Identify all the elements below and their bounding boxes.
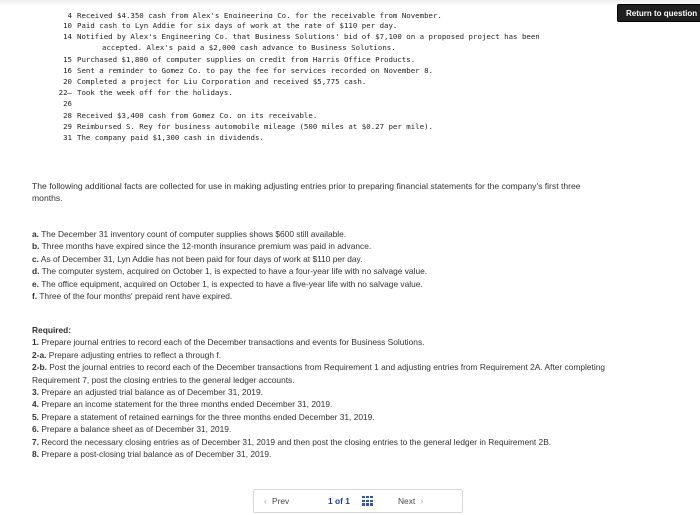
transaction-text: Completed a project for Liu Corporation and received $5,775 cash. (77, 77, 367, 87)
transaction-date: 26 (63, 99, 72, 109)
transaction-date (52, 42, 77, 53)
fact-letter: a. (32, 229, 39, 239)
intro-paragraph: The following additional facts are collected for use in making adjusting entries prior to preparing financial statements for the company's first three months. (32, 181, 581, 204)
required-item (32, 411, 647, 423)
transaction-row (52, 10, 632, 18)
next-label: Next (398, 496, 416, 506)
transaction-text: Paid cash to Lyn Addie for six days of work at the rate of $110 per day. (77, 21, 398, 30)
transaction-row (52, 31, 632, 42)
required-number: 4. (32, 399, 39, 410)
transaction-date: 29 (63, 121, 72, 131)
required-number: 7. (32, 436, 39, 447)
required-text: Post the journal entries to record each of the December transactions from Requirement 1 and adjusting entries from Requirement 2A. After completing Requirement 7, post the closing entries to the general ledger accounts. (32, 362, 606, 385)
transaction-row (52, 110, 632, 121)
transaction-date: 28 (63, 110, 72, 120)
required-title: Required: (32, 325, 72, 335)
fact-letter: c. (32, 253, 39, 264)
transaction-date: 31 (63, 133, 72, 143)
required-number: 2-a. (32, 349, 47, 360)
adjusting-facts-list (32, 228, 632, 302)
fact-text: Three months have expired since the 12-month insurance premium was paid in advance. (41, 241, 372, 252)
transaction-text: Purchased $1,800 of computer supplies on credit from Harris Office Products. (77, 54, 416, 64)
fact-letter: e. (32, 278, 39, 289)
transaction-row (52, 65, 632, 76)
transaction-text (77, 98, 632, 109)
transaction-date: 20 (63, 77, 72, 87)
transaction-row (52, 20, 632, 31)
required-text: Prepare a post-closing trial balance as of December 31, 2019. (41, 449, 272, 460)
transaction-text: accepted. Alex's paid a $2,000 cash advance to Business Solutions. (102, 43, 396, 53)
required-item (32, 336, 647, 348)
required-text: Prepare an income statement for the three months ended December 31, 2019. (41, 399, 333, 410)
transaction-row (52, 42, 632, 53)
transaction-text: Took the week off for the holidays. (77, 88, 233, 98)
required-number: 8. (32, 449, 39, 460)
page-of: of (335, 496, 343, 506)
fact-text: The December 31 inventory count of computer supplies shows $600 still available. (41, 229, 347, 239)
transaction-text: Reimbursed S. Rey for business automobile mileage (500 miles at $0.27 per mile). (77, 121, 433, 131)
required-item (32, 436, 647, 448)
fact-letter: d. (32, 266, 40, 277)
page-current: 1 (328, 496, 333, 506)
transaction-row (52, 132, 632, 143)
fact-text: The office equipment, acquired on October 1, is expected to have a five-year life with no salvage value. (41, 278, 423, 289)
fact-text: Three of the four months' prepaid rent have expired. (39, 291, 233, 302)
return-to-question-button[interactable]: Return to question (617, 4, 700, 22)
required-item (32, 386, 647, 398)
required-item (32, 349, 647, 361)
chevron-left-icon: ‹ (264, 496, 267, 506)
required-text: Prepare a balance sheet as of December 31, 2019. (41, 424, 232, 435)
transaction-date: 15 (63, 54, 72, 64)
top-shadow (0, 0, 700, 6)
fact-letter: f. (32, 291, 38, 302)
transaction-date: 16 (63, 65, 72, 75)
page-indicator (322, 496, 356, 506)
required-text: Prepare adjusting entries to reflect a through f. (48, 349, 222, 360)
fact-item (32, 265, 632, 277)
transaction-date: 10 (63, 21, 72, 30)
fact-item (32, 253, 632, 265)
required-item (32, 361, 647, 386)
transaction-text: Received $3,400 cash from Gomez Co. on its receivable. (77, 110, 318, 120)
next-button[interactable] (398, 496, 423, 506)
prev-button[interactable] (254, 496, 322, 506)
transaction-row (52, 54, 632, 65)
fact-item (32, 290, 632, 302)
transaction-row (52, 76, 632, 87)
prev-label: Prev (272, 496, 290, 506)
required-number: 3. (32, 387, 39, 398)
fact-letter: b. (32, 241, 40, 252)
required-item (32, 423, 647, 435)
fact-item (32, 240, 632, 252)
required-number: 1. (32, 337, 39, 348)
transaction-date: 4 (67, 11, 72, 18)
grid-icon[interactable] (362, 496, 374, 506)
required-text: Prepare an adjusted trial balance as of December 31, 2019. (41, 387, 263, 398)
required-section (32, 324, 647, 460)
transaction-row (52, 98, 632, 109)
transaction-text: Sent a reminder to Gomez Co. to pay the fee for services recorded on November 8. (77, 65, 433, 75)
required-number: 6. (32, 424, 39, 435)
required-number: 5. (32, 411, 39, 422)
fact-text: As of December 31, Lyn Addie has not been paid for four days of work at $110 per day. (40, 253, 363, 264)
fact-item (32, 228, 632, 240)
transaction-text: Notified by Alex's Engineering Co. that Business Solutions' bid of $7,100 on a proposed project has been (77, 32, 540, 42)
required-items (32, 336, 647, 460)
transaction-date: 22– (58, 88, 72, 98)
pagination-bar (253, 489, 463, 513)
page-total: 1 (345, 496, 350, 506)
fact-item (32, 278, 632, 290)
fact-text: The computer system, acquired on October 1, is expected to have a four-year life with no salvage value. (41, 266, 428, 277)
transaction-row (52, 87, 632, 98)
required-text: Prepare a statement of retained earnings for the three months ended December 31, 2019. (41, 411, 375, 422)
transaction-text: The company paid $1,300 cash in dividends. (77, 133, 264, 143)
chevron-right-icon: › (420, 496, 424, 506)
required-item (32, 398, 647, 410)
required-number: 2-b. (32, 362, 47, 373)
required-text: Prepare journal entries to record each of the December transactions and events for Business Solutions. (41, 337, 425, 348)
required-item (32, 448, 647, 460)
transaction-list (52, 12, 632, 143)
transaction-date: 14 (63, 32, 72, 42)
transaction-text: Received $4,350 cash from Alex's Engineering Co. for the receivable from November. (77, 11, 442, 18)
required-text: Record the necessary closing entries as of December 31, 2019 and then post the closing entries to the general ledger in Requirement 2B. (41, 436, 552, 447)
transaction-row (52, 121, 632, 132)
